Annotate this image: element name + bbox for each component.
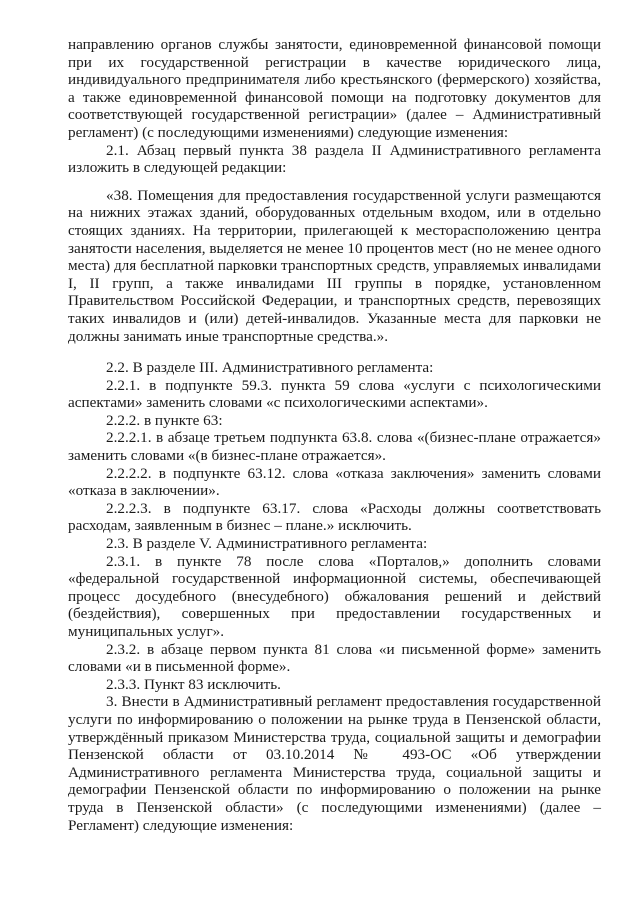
paragraph-2-2-2: 2.2.2. в пункте 63: [106,411,223,429]
document-body [68,36,601,834]
paragraph-2-3-3: 2.3.3. Пункт 83 исключить. [106,675,281,693]
paragraph-2-2: 2.2. В разделе III. Административного регламента: [106,359,434,377]
paragraph-2-3: 2.3. В разделе V. Административного регламента: [106,535,428,553]
paragraph-2-2-2-1: 2.2.2.1. в абзаце третьем подпункта 63.8. слова «(бизнес-плане отражается» заменить словами «(в бизнес-плане отражается». [68,429,601,465]
paragraph-quote-38: «38. Помещения для предоставления государственной услуги размещаются на нижних этажах зданий, оборудованных отдельным входом, или в отдельно стоящих зданиях. На территории, прилегающей к месторасположению центра занятости населения, выделяется не менее 10 процентов мест (но не менее одного места) для бесплатной парковки транспортных средств, управляемых инвалидами I, II групп, а также инвалидами III группы в порядке, установленном Правительством Российской Федерации, и транспортных средств, перевозящих таких инвалидов и (или) детей-инвалидов. Указанные места для парковки не должны занимать иные транспортные средства.». [68,186,601,345]
paragraph-2-1: 2.1. Абзац первый пункта 38 раздела II Административного регламента изложить в следующей редакции: [68,141,601,177]
paragraph-2-2-2-3: 2.2.2.3. в подпункте 63.17. слова «Расходы должны соответствовать расходам, заявленным в бизнес – плане.» исключить. [68,499,601,535]
paragraph-2-2-2-2: 2.2.2.2. в подпункте 63.12. слова «отказа заключения» заменить словами «отказа в заключении». [68,464,601,500]
paragraph-intro-continuation: направлению органов службы занятости, единовременной финансовой помощи при их государственной регистрации в качестве юридического лица, индивидуального предпринимателя либо крестьянского (фермерского) хозяйства, а также единовременной финансовой помощи на подготовку документов для соответствующей государственной регистрации» (далее – Административный регламент) (с последующими изменениями) следующие изменения: [68,36,601,141]
paragraph-2-3-2: 2.3.2. в абзаце первом пункта 81 слова «и письменной форме» заменить словами «и в письменной форме». [68,640,601,676]
paragraph-2-3-1: 2.3.1. в пункте 78 после слова «Порталов,» дополнить словами «федеральной государственной информационной системы, обеспечивающей процесс досудебного (внесудебного) обжалования решений и действий (бездействия), совершенных при предоставлении государственных и муниципальных услуг». [68,552,601,640]
paragraph-3: 3. Внести в Административный регламент предоставления государственной услуги по информированию о положении на рынке труда в Пензенской области, утверждённый приказом Министерства труда, социальной защиты и демографии Пензенской области от 03.10.2014 № 493-ОС «Об утверждении Административного регламента Министерства труда, социальной защиты и демографии Пензенской области по информированию о положении на рынке труда в Пензенской области» (с последующими изменениями) (далее – Регламент) следующие изменения: [68,693,601,834]
paragraph-2-2-1: 2.2.1. в подпункте 59.3. пункта 59 слова «услуги с психологическими аспектами» заменить словами «с психологическими аспектами». [68,376,601,412]
